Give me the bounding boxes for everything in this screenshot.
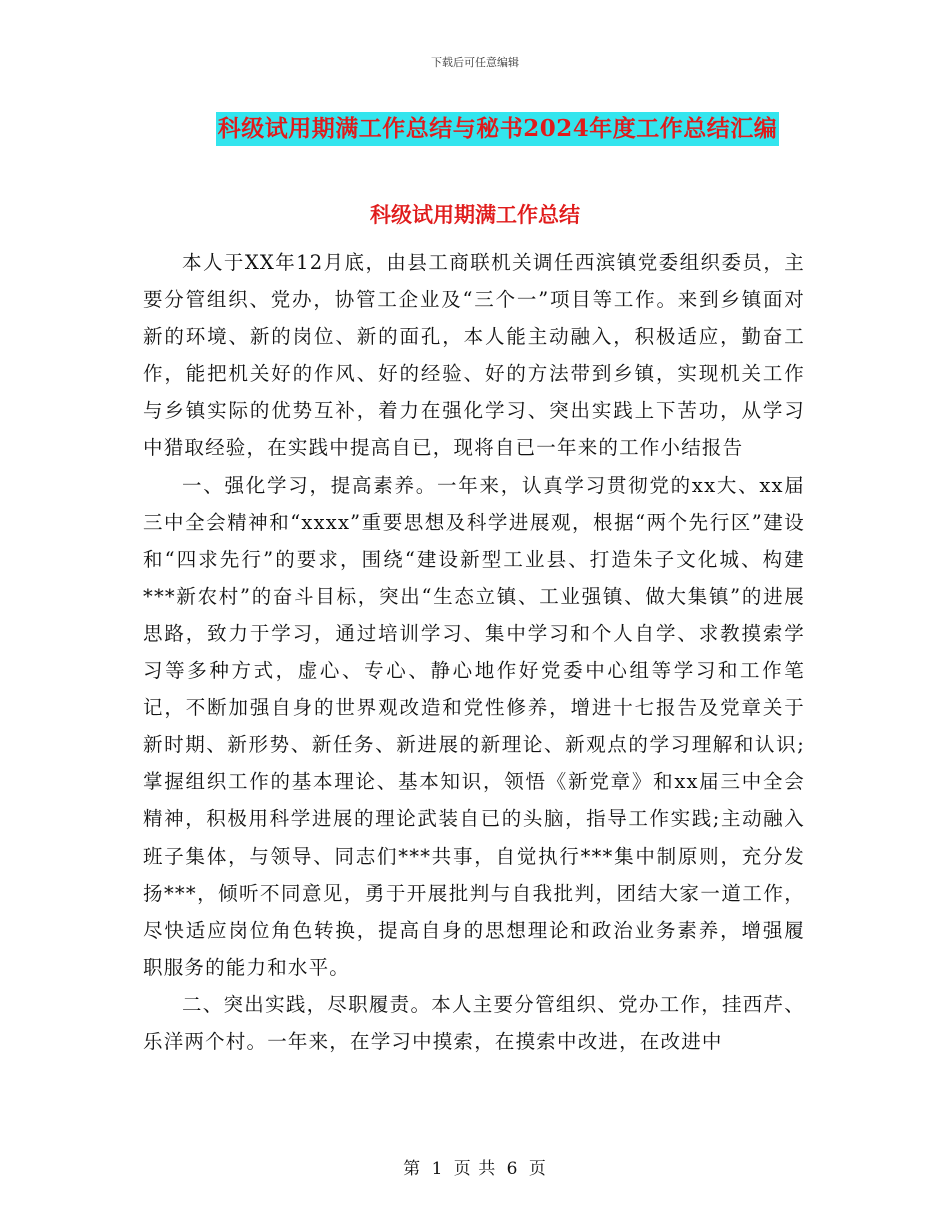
section-title: 科级试用期满工作总结: [370, 202, 580, 227]
footer-page-number: 1: [431, 1159, 444, 1179]
page-footer: [0, 1154, 950, 1179]
footer-prefix: 第: [403, 1159, 422, 1179]
footer-middle: 页 共: [453, 1159, 497, 1179]
paragraph-intro: 本人于XX年12月底，由县工商联机关调任西滨镇党委组织委员，主要分管组织、党办，协管工企业及“三个一”项目等工作。来到乡镇面对新的环境、新的岗位、新的面孔，本人能主动融入，积极适应，勤奋工作，能把机关好的作风、好的经验、好的方法带到乡镇，实现机关工作与乡镇实际的优势互补，着力在强化学习、突出实践上下苦功，从学习中猎取经验，在实践中提高自已，现将自已一年来的工作小结报告: [143, 251, 805, 460]
footer-total-pages: 6: [506, 1159, 519, 1179]
header-note: 下载后可任意编辑: [431, 56, 519, 69]
paragraph-practice: 二、突出实践，尽职履责。本人主要分管组织、党办工作，挂西芹、乐洋两个村。一年来，在学习中摸索，在摸索中改进，在改进中: [143, 992, 805, 1053]
footer-suffix: 页: [528, 1159, 547, 1179]
document-body: [143, 244, 805, 1060]
document-title-container: [0, 112, 950, 146]
document-title: 科级试用期满工作总结与秘书2024年度工作总结汇编: [216, 112, 780, 146]
paragraph-study: 一、强化学习，提高素养。一年来，认真学习贯彻党的xx大、xx届三中全会精神和“xxxx”重要思想及科学进展观，根据“两个先行区”建设和“四求先行”的要求，围绕“建设新型工业县、打造朱子文化城、构建***新农村”的奋斗目标，突出“生态立镇、工业强镇、做大集镇”的进展思路，致力于学习，通过培训学习、集中学习和个人自学、求教摸索学习等多种方式，虚心、专心、静心地作好党委中心组等学习和工作笔记，不断加强自身的世界观改造和党性修养，增进十七报告及党章关于新时期、新形势、新任务、新进展的新理论、新观点的学习理解和认识;掌握组织工作的基本理论、基本知识，领悟《新党章》和xx届三中全会精神，积极用科学进展的理论武装自已的头脑，指导工作实践;主动融入班子集体，与领导、同志们***共事，自觉执行***集中制原则，充分发扬***，倾听不同意见，勇于开展批判与自我批判，团结大家一道工作，尽快适应岗位角色转换，提高自身的思想理论和政治业务素养，增强履职服务的能力和水平。: [143, 473, 805, 979]
